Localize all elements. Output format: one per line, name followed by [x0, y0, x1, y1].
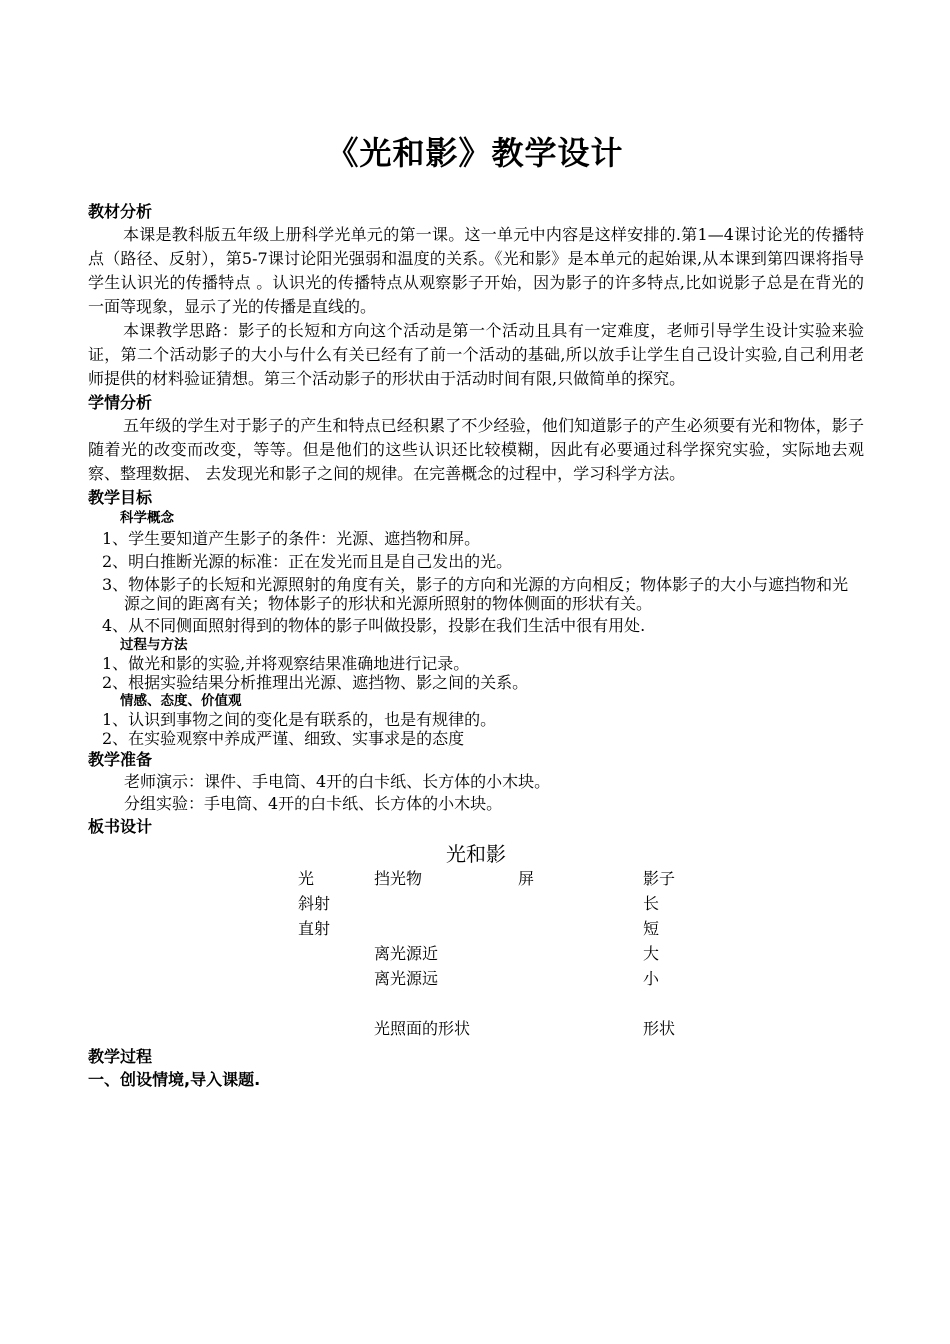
- list-item: 1、学生要知道产生影子的条件：光源、遮挡物和屏。: [102, 529, 481, 548]
- subheading-process-method: 过程与方法: [120, 637, 188, 653]
- step-heading: 一、创设情境,导入课题.: [88, 1070, 261, 1089]
- board-cell-near: 离光源近: [374, 944, 439, 963]
- document-title: 《光和影》教学设计: [326, 134, 624, 172]
- board-cell-short: 短: [643, 919, 660, 938]
- board-title: 光和影: [446, 842, 506, 866]
- heading-textbook-analysis: 教材分析: [88, 202, 153, 221]
- subheading-science-concept: 科学概念: [120, 510, 174, 526]
- list-item: 1、做光和影的实验,并将观察结果准确地进行记录。: [102, 654, 470, 673]
- board-cell-far: 离光源远: [374, 969, 439, 988]
- list-item: 3、物体影子的长短和光源照射的角度有关，影子的方向和光源的方向相反；物体影子的大小与遮挡物和光源之间的距离有关；物体影子的形状和光源所照射的物体侧面的形状有关。: [102, 575, 849, 613]
- board-cell-shadow: 影子: [643, 869, 676, 888]
- list-item: 1、认识到事物之间的变化是有联系的，也是有规律的。: [102, 710, 497, 729]
- board-cell-screen: 屏: [518, 869, 535, 888]
- document-body: [88, 200, 864, 1091]
- heading-board-design: 板书设计: [88, 817, 153, 836]
- board-cell-light: 光: [298, 869, 315, 888]
- board-cell-blocker: 挡光物: [374, 869, 423, 888]
- list-item: 2、明白推断光源的标准：正在发光而且是自己发出的光。: [102, 552, 513, 571]
- list-item: 4、从不同侧面照射得到的物体的影子叫做投影，投影在我们生活中很有用处.: [102, 616, 646, 635]
- heading-student-analysis: 学情分析: [88, 393, 153, 412]
- list-item: 2、在实验观察中养成严谨、细致、实事求是的态度: [102, 729, 465, 748]
- board-cell-shape: 形状: [643, 1019, 676, 1038]
- board-cell-long: 长: [643, 894, 660, 913]
- list-item: 2、根据实验结果分析推理出光源、遮挡物、影之间的关系。: [102, 673, 529, 692]
- paragraph: 五年级的学生对于影子的产生和特点已经积累了不少经验，他们知道影子的产生必须要有光和物体，影子随着光的改变而改变，等等。但是他们的这些认识还比较模糊，因此有必要通过科学探究实验，实际地去观察、整理数据、 去发现光和影子之间的规律。在完善概念的过程中，学习科学方法。: [88, 416, 864, 483]
- prep-item: 老师演示：课件、手电筒、4开的白卡纸、长方体的小木块。: [124, 772, 551, 791]
- board-layout: [88, 869, 864, 1045]
- heading-teaching-process: 教学过程: [88, 1047, 153, 1066]
- subheading-attitude-values: 情感、态度、价值观: [120, 693, 242, 709]
- board-cell-small: 小: [643, 969, 660, 988]
- paragraph: 本课教学思路：影子的长短和方向这个活动是第一个活动且具有一定难度，老师引导学生设计实验来验证，第二个活动影子的大小与什么有关已经有了前一个活动的基础,所以放手让学生自己设计实验,自己利用老师提供的材料验证猜想。第三个活动影子的形状由于活动时间有限,只做简单的探究。: [88, 321, 864, 388]
- board-cell-big: 大: [643, 944, 660, 963]
- heading-teaching-prep: 教学准备: [88, 750, 153, 769]
- heading-teaching-goals: 教学目标: [88, 488, 153, 507]
- prep-item: 分组实验：手电筒、4开的白卡纸、长方体的小木块。: [124, 794, 503, 813]
- board-cell-oblique: 斜射: [298, 894, 331, 913]
- board-cell-direct: 直射: [298, 919, 331, 938]
- paragraph: 本课是教科版五年级上册科学光单元的第一课。这一单元中内容是这样安排的.第1—4课讨论光的传播特点（路径、反射），第5-7课讨论阳光强弱和温度的关系。《光和影》是本单元的起始课,从本课到第四课将指导学生认识光的传播特点 。认识光的传播特点从观察影子开始，因为影子的许多特点,比如说影子总是在背光的一面等现象，显示了光的传播是直线的。: [88, 225, 864, 316]
- board-cell-face-shape: 光照面的形状: [374, 1019, 471, 1038]
